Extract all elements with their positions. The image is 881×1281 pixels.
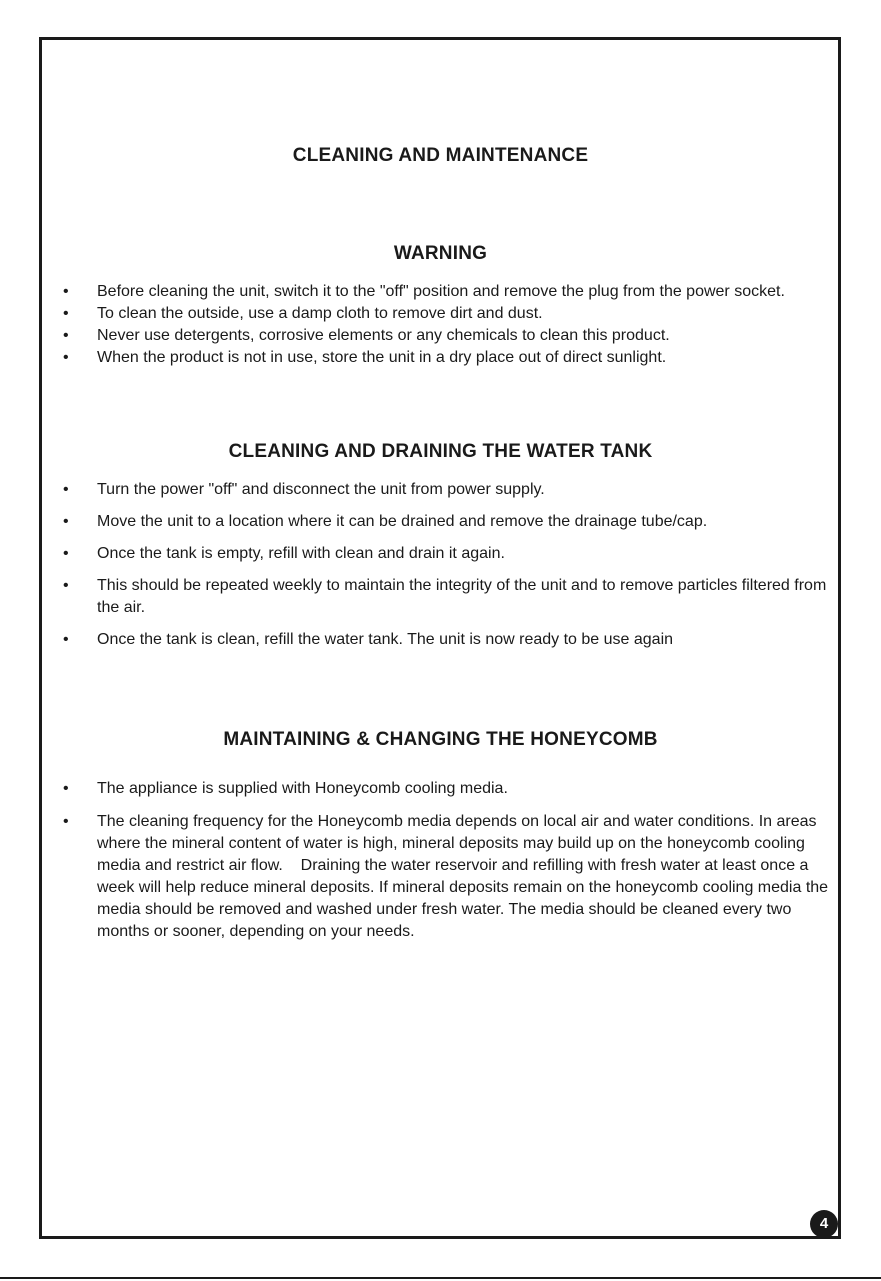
list-item: • This should be repeated weekly to maintain the integrity of the unit and to remove particles filtered from the air. [63, 577, 827, 616]
bullet-icon: • [63, 327, 69, 344]
list-item: • The cleaning frequency for the Honeycomb media depends on local air and water conditions. In areas where the mineral content of water is high, mineral deposits may build up on the honeycomb cooling media and restrict air flow. Draining the water reservoir and refilling with fresh water at least once a week will help reduce mineral deposits. If mineral deposits remain on the honeycomb cooling media the media should be removed and washed under fresh water. The media should be cleaned every two months or sooner, depending on your needs. [63, 813, 833, 940]
list-item: • Once the tank is empty, refill with clean and drain it again. [0, 543, 881, 565]
bullet-icon: • [63, 577, 69, 594]
list-item: • Once the tank is clean, refill the water tank. The unit is now ready to be use again [0, 629, 881, 651]
honeycomb-heading: MAINTAINING & CHANGING THE HONEYCOMB [223, 729, 658, 750]
list-item: • Turn the power "off" and disconnect the unit from power supply. [0, 479, 881, 501]
bullet-icon: • [63, 780, 69, 797]
bullet-icon: • [63, 813, 69, 830]
water-tank-list [0, 479, 881, 651]
list-item: • The appliance is supplied with Honeycomb cooling media. [0, 778, 881, 800]
list-item: • Never use detergents, corrosive elements or any chemicals to clean this product. [0, 325, 881, 347]
bullet-icon: • [63, 349, 69, 366]
bullet-icon: • [63, 545, 69, 562]
list-item: • Move the unit to a location where it can be drained and remove the drainage tube/cap. [0, 511, 881, 533]
page-number-badge: 4 [810, 1210, 838, 1238]
bullet-icon: • [63, 513, 69, 530]
bullet-icon: • [63, 283, 69, 300]
warning-heading: WARNING [393, 243, 488, 264]
bullet-icon: • [63, 305, 69, 322]
water-tank-heading: CLEANING AND DRAINING THE WATER TANK [228, 441, 653, 462]
warning-list [0, 281, 881, 369]
bottom-divider [0, 1277, 881, 1279]
list-item: • To clean the outside, use a damp cloth to remove dirt and dust. [0, 303, 881, 325]
list-item: • When the product is not in use, store the unit in a dry place out of direct sunlight. [0, 347, 881, 369]
list-item: • Before cleaning the unit, switch it to the "off" position and remove the plug from the power socket. [0, 281, 881, 303]
bullet-icon: • [63, 631, 69, 648]
page-title: CLEANING AND MAINTENANCE [292, 145, 589, 166]
bullet-icon: • [63, 481, 69, 498]
honeycomb-list [0, 778, 881, 943]
